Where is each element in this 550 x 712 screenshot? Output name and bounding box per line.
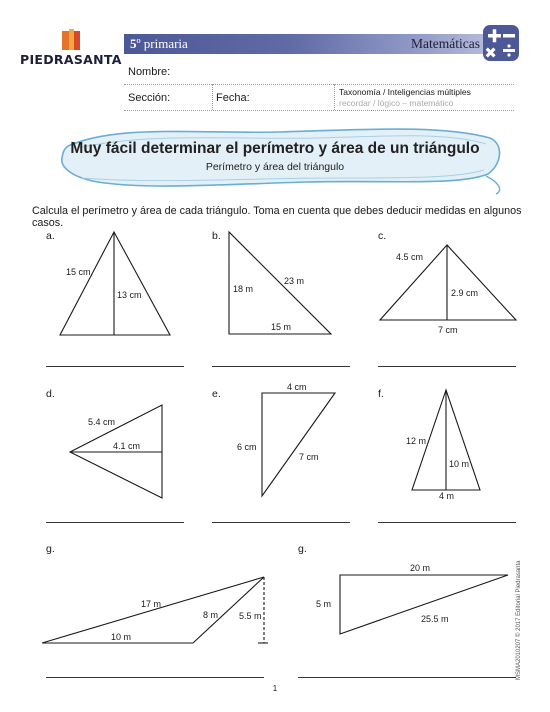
exercise-e-letter: e. [212, 388, 221, 400]
label-d-height: 4.1 cm [113, 441, 141, 451]
label-e-top: 4 cm [287, 382, 307, 392]
exercise-f-letter: f. [378, 388, 384, 400]
label-f-base: 4 m [439, 491, 455, 501]
label-g2-left: 5 m [316, 599, 332, 609]
triangle-b [229, 232, 331, 334]
grade-label: 5º primaria [130, 36, 188, 51]
triangle-a [60, 232, 170, 335]
answer-line-c[interactable] [378, 366, 516, 367]
answer-line-a[interactable] [46, 366, 184, 367]
label-g2-top: 20 m [410, 563, 431, 573]
label-f-height: 10 m [449, 459, 470, 469]
label-g1-base: 10 m [111, 632, 132, 642]
name-label: Nombre: [128, 66, 171, 78]
section-label: Sección: [128, 92, 171, 104]
label-e-left: 6 cm [237, 442, 257, 452]
label-b-hypotenuse: 23 m [284, 276, 305, 286]
triangle-e [262, 393, 335, 496]
triangle-g2 [340, 575, 508, 634]
label-a-side: 15 cm [66, 267, 91, 277]
label-c-side: 4.5 cm [396, 252, 424, 262]
label-c-height: 2.9 cm [451, 288, 479, 298]
label-a-height: 13 cm [117, 290, 142, 300]
label-d-side: 5.4 cm [88, 417, 116, 427]
label-g1-long-side: 17 m [141, 599, 162, 609]
page-title: Muy fácil determinar el perímetro y área de un triángulo [70, 140, 480, 157]
exercise-g2-letter: g. [298, 543, 307, 555]
label-b-base: 15 m [271, 322, 292, 332]
answer-line-e[interactable] [212, 522, 350, 523]
label-g2-hypotenuse: 25.5 m [421, 614, 449, 624]
label-e-hypotenuse: 7 cm [299, 452, 319, 462]
brand-name: PIEDRASANTA [20, 52, 122, 67]
exercise-g1-letter: g. [46, 543, 55, 555]
instructions: Calcula el perímetro y área de cada triángulo. Toma en cuenta que debes deducir medidas en algunos casos. [32, 205, 522, 229]
page-number: 1 [272, 684, 278, 693]
triangle-g1 [42, 577, 264, 643]
date-label: Fecha: [216, 92, 250, 104]
answer-line-f[interactable] [378, 522, 516, 523]
subject-label: Matemáticas [411, 36, 480, 51]
copyright-note: MSMA2010207 © 2017 Editorial Piedrasanta [516, 560, 522, 680]
page-subtitle: Perímetro y área del triángulo [205, 161, 345, 173]
answer-line-g2[interactable] [298, 677, 516, 678]
label-g1-height: 5.5 m [239, 611, 262, 621]
answer-line-d[interactable] [46, 522, 184, 523]
answer-line-b[interactable] [212, 366, 350, 367]
taxonomy-value: recordar / lógico – matemático [339, 98, 454, 108]
label-f-side: 12 m [406, 436, 427, 446]
label-g1-short-side: 8 m [203, 610, 219, 620]
exercise-b-letter: b. [212, 230, 221, 242]
answer-line-g1[interactable] [46, 677, 264, 678]
exercise-c-letter: c. [378, 230, 387, 242]
taxonomy-label: Taxonomía / Inteligencias múltiples [339, 87, 471, 97]
label-c-base: 7 cm [438, 325, 458, 335]
exercise-d-letter: d. [46, 388, 55, 400]
exercise-a-letter: a. [46, 230, 55, 242]
label-b-height: 18 m [233, 284, 254, 294]
